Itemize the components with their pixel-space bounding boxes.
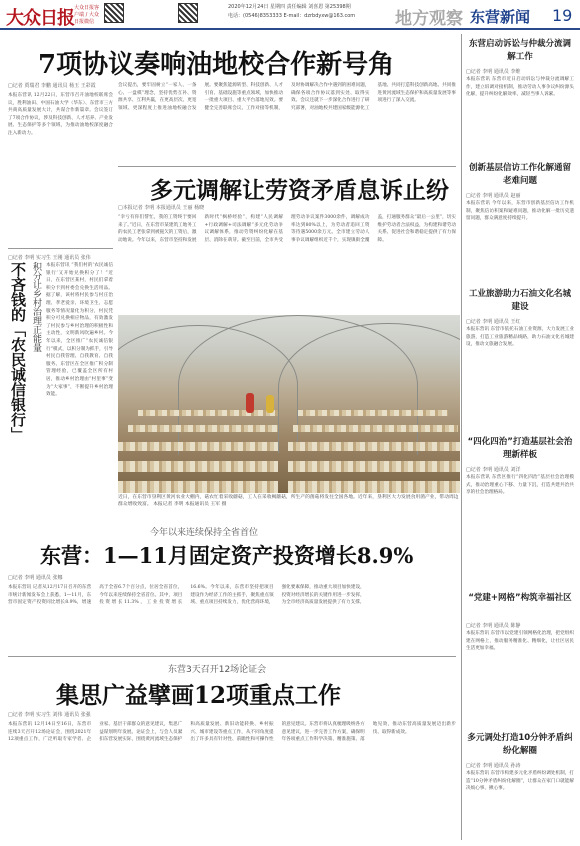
issue-date-line: 2020年12月24日 星期四 责任编辑 刘喜恩 第25398期 bbox=[228, 4, 351, 10]
column-divider bbox=[461, 34, 462, 840]
story3-kicker: 今年以来连续保持全省首位 bbox=[150, 528, 259, 538]
right-story4-body: 本报东营讯 东营区推行“四化四治”基层社会治理模式，推动治理重心下移、力量下沉，打造共建共治共享的社会治理格局。 bbox=[466, 475, 574, 496]
story2-body: “幸亏有你们帮忙，我的工资终于要回来了。”近日，在东营市某建筑工地务工的农民工老张拿到被拖欠的工资后，激动地说。今年以来，东营市坚持和发展新时代“枫桥经验”，构建“人民调解+行政调解+司法调解”多元化劳动争议调解体系，推动劳资纠纷化解在基层、消除在萌芽。截至目前，全市共受理劳动争议案件3000余件，调解成功率达到80%以上，为劳动者追回工资等待遇5000余万元。全市建立劳动人事争议调解组织近千个，实现镇街全覆盖，打通服务群众“最后一公里”，切实维护劳动者合法权益，为构建和谐劳动关系、促进社会和谐稳定提供了有力保障。 bbox=[118, 215, 456, 243]
contact-line: 电话：(0546)8353333 E-mail：dzrbdyxw@163.com bbox=[228, 13, 356, 19]
right-story4-byline: □记者 李明 通讯员 刘洋 bbox=[466, 467, 521, 473]
story3-byline: □记者 李明 通讯员 张娜 bbox=[8, 575, 63, 581]
story3-body: 本报东营讯 记者从12月17日召开的东营市统计新闻发布会上获悉，1—11月，东营市固定资产投资同比增长8.9%，增速高于全省6.7个百分点，位居全省首位，今年以来连续保持全省首位。其中，项目投资增长11.3%，工业投资增长16.6%。今年以来，东营市坚持把项目建设作为经济工作的主抓手，聚焦重点领域、重点项目持续发力，优化营商环境，强化要素保障，推动重大项目加快建设，投资对经济增长的关键作用进一步发挥，为全市经济高质量发展提供了有力支撑。 bbox=[8, 585, 365, 606]
sidebar-left-byline: □记者 李明 实习生 王刚 通讯员 张伟 bbox=[8, 255, 91, 261]
logo-subtitle: 大众日报客户端 / 大众日报微信 bbox=[74, 5, 100, 25]
right-story6-title: 多元调处打造10分钟矛盾纠纷化解圈 bbox=[467, 733, 573, 756]
newspaper-logo: 大众日报 bbox=[6, 8, 74, 29]
section-title-dongying: 东营新闻 bbox=[470, 8, 531, 26]
story2-headline: 多元调解让劳资矛盾息诉止纷 bbox=[150, 177, 449, 204]
right-story5-byline: □记者 李明 通讯员 陈静 bbox=[466, 623, 521, 629]
story1-body: 会议提出，要牢固树立“一家人、一条心、一盘棋”理念，坚持优势互补、资源共享、互利共赢，在更高层次、更宽领域、更深程度上推进油地校融合发展。要聚焦能源转型、科技创新、人才引育、基础设施等重点领域，加快推动一批重大项目、重大平台落地见效。要健全完善联席会议、工作对接等机制，及时协调解决合作中遇到的困难问题，确保各项合作协议落到实处、取得实效。会议还就下一步深化合作进行了研究部署，对油地校共建国家级能源化工基地、共同打造科技创新高地、共同推进黄河流域生态保护和高质量发展等事项进行了深入交流。 bbox=[118, 83, 456, 111]
right-story4-title: “四化四治”打造基层社会治理新样板 bbox=[467, 437, 573, 460]
right-story3-body: 本报东营讯 东营市依托石油工业资源，大力发展工业旅游，打造工业旅游精品线路，助力石油文化名城建设，推动文旅融合发展。 bbox=[466, 327, 574, 348]
right-story1-byline: □记者 李明 通讯员 李维 bbox=[466, 69, 521, 75]
page-number: 19 bbox=[552, 6, 573, 25]
right-story2-byline: □记者 李明 通讯员 赵丽 bbox=[466, 193, 521, 199]
right-story6-body: 本报东营讯 东营市构建多元化矛盾纠纷调处机制，打造“10分钟矛盾纠纷化解圈”，让群众在家门口就能解决烦心事、揪心事。 bbox=[466, 771, 574, 792]
story4-byline: □记者 李明 实习生 刘伟 通讯员 张强 bbox=[8, 712, 91, 718]
right-story5-body: 本报东营讯 东营市以党建引领网格化治理，把党组织建在网格上，推动服务精准化、精细化，让社区居民生活更加幸福。 bbox=[466, 631, 574, 652]
right-story5-title: “党建+网格”构筑幸福社区 bbox=[468, 593, 572, 603]
story1-byline: □记者 贾瑞君 李鹏 通讯员 杨玉 王彩霞 bbox=[8, 83, 96, 89]
right-story3-byline: □记者 李明 通讯员 王红 bbox=[466, 319, 521, 325]
divider bbox=[8, 656, 456, 657]
story4-body: 本报东营讯 12月14日至16日，东营市连续3天召开12场论证会，围绕2021年12项重点工作，广泛听取专家学者、企业家、基层干部群众的意见建议，集思广益谋划明年发展。论证会上，与会人员紧扣东营发展实际，围绕黄河流域生态保护和高质量发展、新旧动能转换、乡村振兴、城市建设等重点工作，从不同角度提出了许多具有针对性、前瞻性和可操作性的意见建议。东营市将认真梳理吸纳各方意见建议，进一步完善工作方案，确保明年各项重点工作科学决策、精准施策、落地见效，推动东营高质量发展迈出新步伐、取得新成效。 bbox=[8, 722, 456, 743]
divider bbox=[118, 166, 456, 167]
masthead bbox=[0, 0, 580, 30]
issue-meta bbox=[228, 3, 355, 21]
story4-kicker: 东营3天召开12场论证会 bbox=[168, 665, 267, 675]
story2-byline: □本报记者 李明 本报通讯员 王丽 杨晓 bbox=[118, 205, 205, 211]
sidebar-left-subtitle: 积分让乡村治理正能量 bbox=[31, 262, 41, 352]
section-title-regional: 地方观察 bbox=[395, 9, 463, 29]
right-story2-body: 本报东营讯 今年以来，东营市创新基层信访工作机制，聚焦信访积案和疑难问题，推动化解一批历史遗留问题，群众满意度持续提升。 bbox=[466, 201, 574, 222]
right-story1-title: 东营启动诉讼与仲裁分流调解工作 bbox=[468, 39, 571, 62]
right-story6-byline: □记者 李明 通讯员 孙涛 bbox=[466, 763, 521, 769]
story4-headline: 集思广益擘画12项重点工作 bbox=[56, 682, 342, 709]
sidebar-left-title: 不吝钱的「农民诚信银行」 bbox=[9, 262, 27, 442]
qr-code-icon bbox=[104, 3, 124, 23]
qr-code-icon bbox=[178, 3, 198, 23]
mushroom-greenhouse-photo bbox=[118, 315, 460, 493]
photo-caption: 近日，在东营市垦利区黄河农业大棚内，菇农忙着采收蘑菇，工人在采收褐蘑菇，所生产的菌菇将发往全国各地。近年来，垦利区大力发展食用菌产业，带动周边群众增收致富。 本报记者 李明 本报通讯员 王军 摄 bbox=[118, 495, 459, 507]
divider bbox=[8, 248, 113, 249]
right-story1-body: 本报东营讯 东营市近日启动诉讼与仲裁分流调解工作，建立诉调对接机制，推动劳动人事争议纠纷源头化解，提升纠纷化解效率，减轻当事人诉累。 bbox=[466, 77, 574, 98]
story3-headline: 东营：1—11月固定资产投资增长8.9% bbox=[40, 543, 414, 568]
sidebar-left-body: 本报东营讯 “我们村的‘农民诚信银行’又开始兑换积分了！”近日，在东营区某村，村民们拿着积分卡到村委会兑换生活用品。据了解，该村将村民参与村庄治理、孝老爱亲、环境卫生、志愿服务等情况量化为积分，村民凭积分可兑换相应物品，有效激发了村民参与乡村治理的积极性和主动性，文明新风吹遍乡村。今年以来，全区推广“农民诚信银行”模式，以积分制为抓手，引导村民自我管理、自我教育、自我服务。东营区在全区推广积分制管理经验，已覆盖全区所有村居，推动乡村治理由“村里事”变为“大家事”，不断提升乡村治理效能。 bbox=[46, 263, 113, 398]
right-story2-title: 创新基层信访工作化解通留老难问题 bbox=[468, 163, 571, 186]
story1-headline: 7项协议奏响油地校合作新号角 bbox=[38, 50, 395, 80]
story1-lead: 本报东营讯 12月22日，东营市召开油地校联席会议，胜利油田、中国石油大学（华东）、东营市三方共商高质量发展大计，共谋合作新篇章。会议签订了7项合作协议，涉及科技创新、人才培养、产业发展、生态保护等多个领域，为推动油地校深度融合注入新动力。 bbox=[8, 93, 113, 136]
right-story3-title: 工业旅游助力石油文化名城建设 bbox=[468, 289, 571, 312]
